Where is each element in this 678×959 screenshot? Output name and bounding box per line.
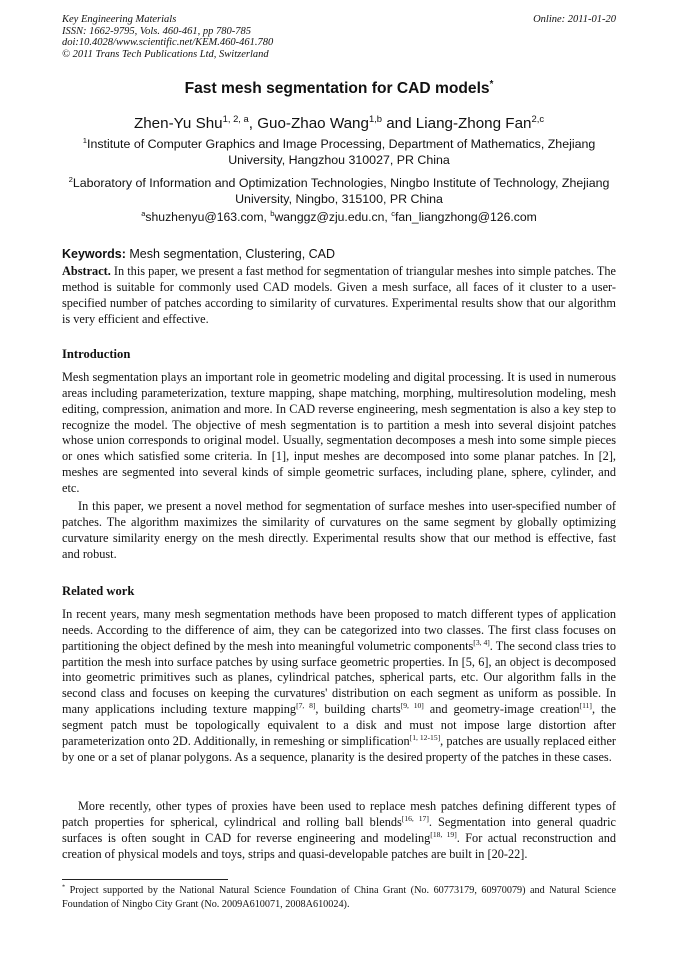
copyright-line: © 2011 Trans Tech Publications Ltd, Switzerland (62, 48, 269, 60)
author-emails (62, 210, 616, 224)
email-c-mark: c (391, 208, 395, 218)
email-b: wanggz@zju.edu.cn, (274, 210, 392, 224)
journal-name: Key Engineering Materials (62, 14, 177, 25)
online-date: Online: 2011-01-20 (533, 14, 616, 25)
footnote (62, 884, 616, 912)
section-heading-introduction: Introduction (62, 347, 131, 361)
journal-header (62, 14, 616, 60)
citation: [7, 8] (296, 700, 316, 710)
text-run: , the segment patch must be topologically equivalent to a disk and must not impose large distortion after parameterization onto 2D. Additionally, in remeshing or simplification (62, 702, 616, 748)
affiliation-1-text: Institute of Computer Graphics and Image Processing, Department of Mathematics, Zhejiang University, Hangzhou 310027, PR China (87, 137, 596, 167)
author-2: Guo-Zhao Wang (257, 115, 369, 132)
keywords (62, 247, 616, 261)
paper-title (62, 80, 616, 98)
email-c: fan_liangzhong@126.com (394, 210, 537, 224)
citation: [18, 19] (430, 829, 457, 839)
abstract-label: Abstract. (62, 264, 111, 278)
author-separator: , (248, 115, 258, 132)
author-1: Zhen-Yu Shu (133, 115, 223, 132)
footnote-divider (62, 879, 228, 880)
citation: [9, 10] (400, 700, 424, 710)
author-3: Liang-Zhong Fan (415, 115, 532, 132)
email-a: shuzhenyu@163.com, (145, 210, 271, 224)
citation: [11] (579, 700, 592, 710)
author-list (62, 112, 616, 132)
affiliation-2-mark: 2 (68, 174, 73, 184)
email-a-mark: a (141, 208, 146, 218)
citation: [16, 17] (401, 813, 429, 823)
text-run: . For actual reconstruction and creation of physical models and toys, strips and quasi-developable patches are built in [20-22]. (62, 830, 616, 861)
text-run: , patches are usually replaced either by one or a set of planar polygons. As a sequence, planarity is the desired property of the patches in these cases. (62, 733, 616, 764)
text-run: and geometry-image creation (423, 702, 580, 717)
affiliation-1-mark: 1 (82, 135, 87, 145)
text-run: . The second class tries to partition the mesh into surface patches by using surface geometric properties. In [5, 6], an object is decomposed into geometric primitives such as planes, cylindrical patches, spherical parts, etc. Our algorithm falls in the second class and focuses on keeping the curvatures' distribution on each segment as uniform as possible. In many applications including texture mapping (62, 638, 616, 717)
text-run: More recently, other types of proxies have been used to replace mesh patches defining different types of patch properties for spherical, cylindrical and rolling ball blends (62, 799, 616, 829)
related-work-paragraph-2 (62, 799, 616, 862)
keywords-label: Keywords: (62, 247, 126, 261)
affiliation-2-text: Laboratory of Information and Optimization Technologies, Ningbo Institute of Technology, Zhejiang University, Ningbo, 315100, PR China (72, 176, 610, 206)
introduction-paragraph-1: Mesh segmentation plays an important role in geometric modeling and digital processing. It is used in numerous areas including parameterization, texture mapping, shape matching, morphing, multiresolution modeling, mesh editing, compression, animation and more. In CAD reverse engineering, mesh segmentation is also a key step to recognize the model. The objective of mesh segmentation is to partition a mesh into several disjoint patches whose union corresponds to original model. Usually, segmentation decomposes a mesh into some simple pieces or ones which satisfied some criteria. In [1], input meshes are decomposed into some planar patches. In [2], meshes are segmented into several kinds of simple geometric surfaces, including plane, sphere, cylinder, and etc. (62, 370, 616, 495)
author-1-affiliation: 1, 2, a (222, 112, 249, 124)
text-run: . Segmentation into general quadric surfaces is often sought in CAD for reverse engineering and modeling (62, 814, 617, 845)
footnote-mark: * (62, 883, 66, 891)
footnote-text: Project supported by the National Natural Science Foundation of China Grant (No. 60773179, 60970079) and Natural Science Foundation of Ningbo City Grant (No. 2009A610071, 2008A610024). (62, 885, 616, 910)
author-and: and (382, 115, 416, 132)
related-work-paragraph-1 (62, 607, 616, 765)
introduction-paragraph-2: In this paper, we present a novel method for segmentation of surface meshes into user-specified number of patches. The algorithm maximizes the similarity of curvatures on the same segment by globally optimizing curvature similarity energy on the mesh directly. Experimental results show that our method is effective, fast and robust. (62, 499, 616, 561)
citation: [1, 12-15] (409, 732, 441, 742)
text-run: In recent years, many mesh segmentation methods have been proposed to match different types of application needs. According to the difference of aim, they can be categorized into two classes. The first class focuses on partitioning the object defined by the mesh into meaningful volumetric components (62, 607, 616, 653)
abstract (62, 263, 616, 327)
affiliation-2 (62, 176, 616, 207)
section-heading-related-work: Related work (62, 584, 135, 598)
affiliation-1 (62, 137, 616, 168)
abstract-text: In this paper, we present a fast method for segmentation of triangular meshes into simple patches. The method is suitable for commonly used CAD models. Given a mesh surface, all faces of it cluster to a user-specified number of patches according to similarity of curvatures. Experimental results show that our algorithm is very efficient and effective. (62, 264, 616, 326)
author-3-affiliation: 2,c (531, 112, 545, 124)
author-2-affiliation: 1,b (368, 112, 383, 124)
citation: [3, 4] (473, 637, 490, 647)
doi-line: doi:10.4028/www.scientific.net/KEM.460-461.780 (62, 37, 274, 49)
issn-line: ISSN: 1662-9795, Vols. 460-461, pp 780-785 (62, 25, 251, 37)
title-footnote-mark: * (489, 78, 494, 90)
keywords-text: Mesh segmentation, Clustering, CAD (125, 247, 336, 261)
email-b-mark: b (270, 208, 275, 218)
paper-title-text: Fast mesh segmentation for CAD models (184, 80, 490, 97)
text-run: , building charts (315, 702, 401, 717)
